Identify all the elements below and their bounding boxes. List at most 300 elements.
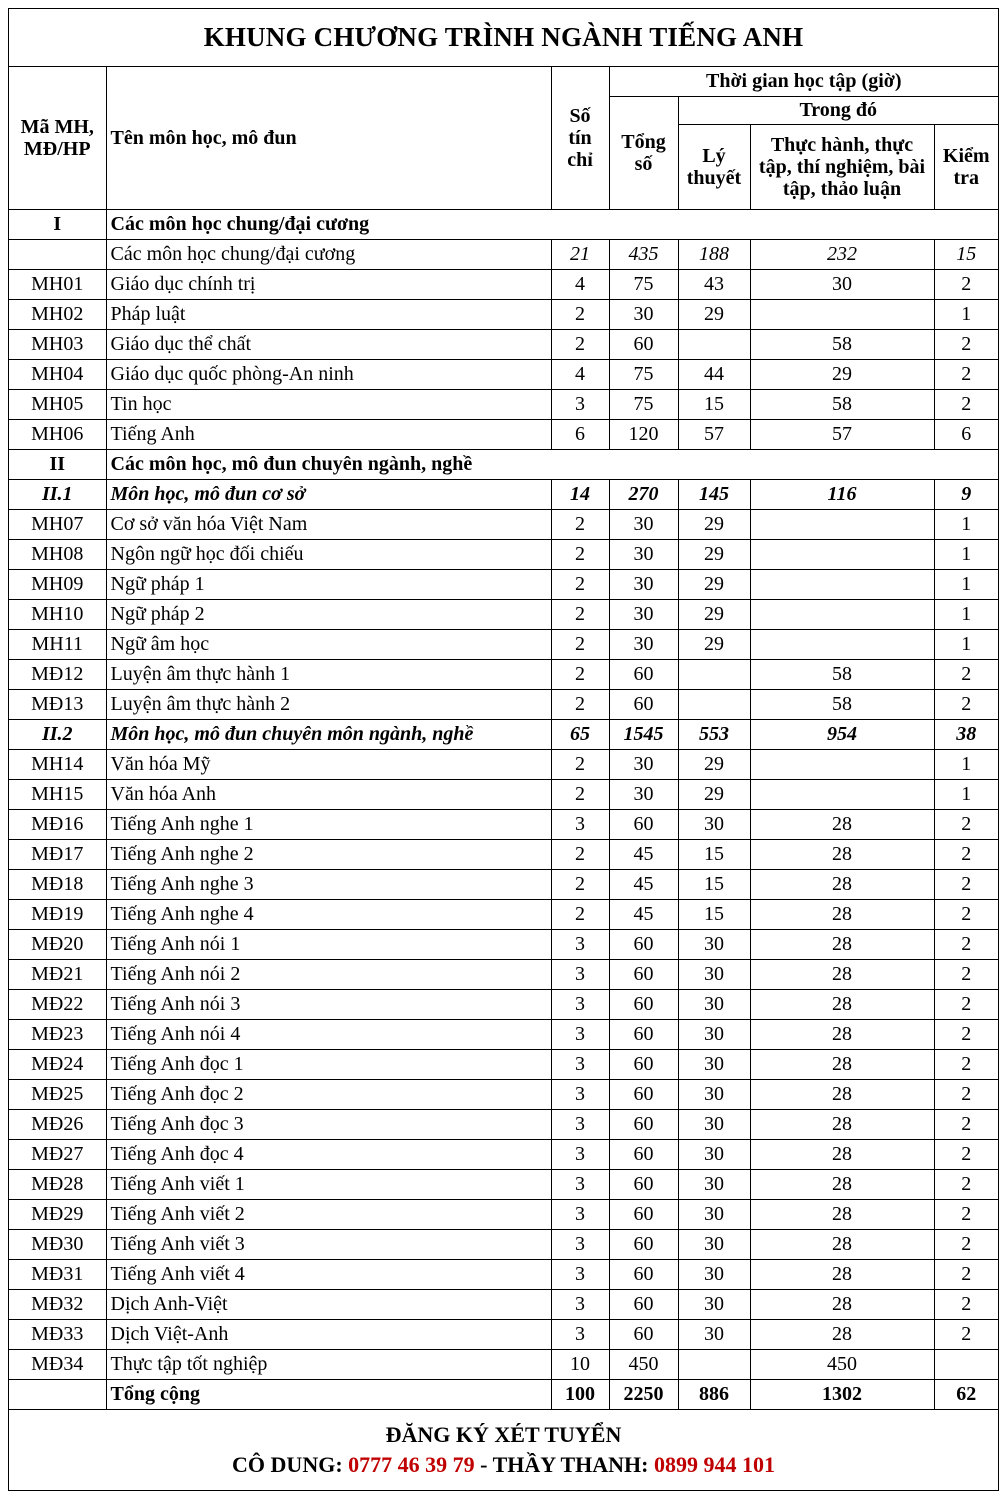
cell-practice: 28 xyxy=(750,929,934,959)
cell-exam: 2 xyxy=(934,989,998,1019)
cell-code: MĐ32 xyxy=(9,1289,106,1319)
cell-theory xyxy=(678,689,750,719)
cell-code: MĐ12 xyxy=(9,659,106,689)
cell-credits: 3 xyxy=(551,1169,609,1199)
cell-exam: 2 xyxy=(934,329,998,359)
cell-credits: 21 xyxy=(551,239,609,269)
cell-name: Tiếng Anh đọc 1 xyxy=(106,1049,551,1079)
table-row-item xyxy=(9,1109,998,1139)
cell-name: Tiếng Anh đọc 3 xyxy=(106,1109,551,1139)
table-row-item xyxy=(9,1169,998,1199)
cell-total: 30 xyxy=(609,779,678,809)
table-row-item xyxy=(9,839,998,869)
cell-exam: 1 xyxy=(934,599,998,629)
cell-theory: 30 xyxy=(678,1019,750,1049)
cell-theory: 29 xyxy=(678,749,750,779)
cell-practice: 116 xyxy=(750,479,934,509)
cell-exam: 9 xyxy=(934,479,998,509)
cell-code: MH10 xyxy=(9,599,106,629)
cell-exam: 2 xyxy=(934,389,998,419)
cell-exam: 2 xyxy=(934,929,998,959)
table-row-item xyxy=(9,299,998,329)
cell-code: MĐ34 xyxy=(9,1349,106,1379)
cell-total: 30 xyxy=(609,299,678,329)
cell-code: II xyxy=(9,449,106,479)
cell-theory: 29 xyxy=(678,779,750,809)
cell-exam: 1 xyxy=(934,749,998,779)
cell-code: MĐ13 xyxy=(9,689,106,719)
table-row-item xyxy=(9,389,998,419)
cell-name: Giáo dục chính trị xyxy=(106,269,551,299)
cell-name: Tiếng Anh nói 3 xyxy=(106,989,551,1019)
cell-credits: 3 xyxy=(551,929,609,959)
cell-code: MH11 xyxy=(9,629,106,659)
cell-total: 60 xyxy=(609,1289,678,1319)
cell-code: MH01 xyxy=(9,269,106,299)
cell-name: Tiếng Anh nghe 1 xyxy=(106,809,551,839)
cell-exam: 2 xyxy=(934,1019,998,1049)
cell-name: Luyện âm thực hành 2 xyxy=(106,689,551,719)
cell-name: Ngữ pháp 1 xyxy=(106,569,551,599)
cell-name: Văn hóa Anh xyxy=(106,779,551,809)
header-time-group: Thời gian học tập (giờ) xyxy=(609,67,998,96)
cell-total: 60 xyxy=(609,959,678,989)
cell-theory: 30 xyxy=(678,1289,750,1319)
table-row-item xyxy=(9,689,998,719)
cell-code: MH14 xyxy=(9,749,106,779)
header-code: Mã MH, MĐ/HP xyxy=(9,67,106,209)
cell-theory: 145 xyxy=(678,479,750,509)
cell-exam: 6 xyxy=(934,419,998,449)
cell-practice: 28 xyxy=(750,869,934,899)
cell-code: MH07 xyxy=(9,509,106,539)
cell-theory: 29 xyxy=(678,539,750,569)
cell-theory: 15 xyxy=(678,839,750,869)
cell-code: MĐ22 xyxy=(9,989,106,1019)
cell-practice: 58 xyxy=(750,389,934,419)
cell-total: 75 xyxy=(609,359,678,389)
cell-theory: 15 xyxy=(678,899,750,929)
curriculum-sheet xyxy=(8,8,999,1491)
cell-theory: 30 xyxy=(678,1229,750,1259)
cell-credits: 3 xyxy=(551,1199,609,1229)
cell-theory: 30 xyxy=(678,1139,750,1169)
table-row-item xyxy=(9,1049,998,1079)
cell-total: 1545 xyxy=(609,719,678,749)
cell-total: 30 xyxy=(609,749,678,779)
cell-exam: 2 xyxy=(934,1139,998,1169)
cell-practice: 28 xyxy=(750,1319,934,1349)
cell-total: 30 xyxy=(609,509,678,539)
cell-name: Giáo dục quốc phòng-An ninh xyxy=(106,359,551,389)
cell-code: II.1 xyxy=(9,479,106,509)
cell-credits: 2 xyxy=(551,749,609,779)
cell-theory: 886 xyxy=(678,1379,750,1409)
cell-total: 75 xyxy=(609,269,678,299)
cell-practice: 28 xyxy=(750,1079,934,1109)
cell-code: MH06 xyxy=(9,419,106,449)
cell-credits: 3 xyxy=(551,1019,609,1049)
cell-credits: 3 xyxy=(551,989,609,1019)
cell-theory xyxy=(678,659,750,689)
cell-theory: 30 xyxy=(678,1049,750,1079)
page-title: KHUNG CHƯƠNG TRÌNH NGÀNH TIẾNG ANH xyxy=(9,9,998,67)
cell-total: 60 xyxy=(609,1319,678,1349)
cell-theory: 30 xyxy=(678,929,750,959)
table-row-subsection xyxy=(9,719,998,749)
table-row-item xyxy=(9,1229,998,1259)
cell-code: MĐ31 xyxy=(9,1259,106,1289)
cell-name: Tiếng Anh nói 2 xyxy=(106,959,551,989)
cell-name: Tiếng Anh nói 4 xyxy=(106,1019,551,1049)
cell-practice xyxy=(750,569,934,599)
curriculum-table xyxy=(9,67,998,1410)
cell-theory: 553 xyxy=(678,719,750,749)
cell-practice: 28 xyxy=(750,989,934,1019)
cell-practice: 58 xyxy=(750,659,934,689)
cell-code: MĐ30 xyxy=(9,1229,106,1259)
cell-name: Dịch Việt-Anh xyxy=(106,1319,551,1349)
cell-theory: 30 xyxy=(678,1079,750,1109)
cell-credits: 2 xyxy=(551,569,609,599)
cell-practice xyxy=(750,779,934,809)
cell-total: 60 xyxy=(609,1049,678,1079)
table-row-item xyxy=(9,1349,998,1379)
cell-credits: 10 xyxy=(551,1349,609,1379)
table-row-item xyxy=(9,899,998,929)
cell-total: 120 xyxy=(609,419,678,449)
cell-total: 45 xyxy=(609,839,678,869)
cell-code: MH09 xyxy=(9,569,106,599)
table-row-item xyxy=(9,659,998,689)
table-row-item xyxy=(9,779,998,809)
cell-practice: 450 xyxy=(750,1349,934,1379)
cell-total: 30 xyxy=(609,629,678,659)
cell-credits: 65 xyxy=(551,719,609,749)
cell-total: 60 xyxy=(609,989,678,1019)
cell-credits: 3 xyxy=(551,809,609,839)
cell-total: 60 xyxy=(609,1109,678,1139)
cell-credits: 2 xyxy=(551,539,609,569)
header-total: Tổng số xyxy=(609,96,678,209)
cell-name: Ngữ âm học xyxy=(106,629,551,659)
cell-credits: 2 xyxy=(551,869,609,899)
cell-code: I xyxy=(9,209,106,239)
table-row-item xyxy=(9,569,998,599)
cell-name: Luyện âm thực hành 1 xyxy=(106,659,551,689)
cell-theory xyxy=(678,1349,750,1379)
contact1-phone[interactable]: 0777 46 39 79 xyxy=(348,1451,475,1477)
cell-theory: 30 xyxy=(678,1199,750,1229)
cell-code: MH04 xyxy=(9,359,106,389)
cell-theory: 30 xyxy=(678,1109,750,1139)
table-row-item xyxy=(9,1199,998,1229)
cell-code: MĐ25 xyxy=(9,1079,106,1109)
cell-practice: 28 xyxy=(750,1229,934,1259)
cell-total: 60 xyxy=(609,809,678,839)
cell-total: 450 xyxy=(609,1349,678,1379)
cell-name: Môn học, mô đun cơ sở xyxy=(106,479,551,509)
cell-theory: 57 xyxy=(678,419,750,449)
header-practice: Thực hành, thực tập, thí nghiệm, bài tập, thảo luận xyxy=(750,124,934,209)
table-row-item xyxy=(9,539,998,569)
cell-name: Tiếng Anh xyxy=(106,419,551,449)
cell-credits: 3 xyxy=(551,1259,609,1289)
cell-name: Tiếng Anh nói 1 xyxy=(106,929,551,959)
table-row-section xyxy=(9,209,998,239)
table-row-total xyxy=(9,1379,998,1409)
cell-theory: 15 xyxy=(678,389,750,419)
cell-code xyxy=(9,1379,106,1409)
cell-exam: 2 xyxy=(934,1199,998,1229)
cell-total: 60 xyxy=(609,689,678,719)
cell-exam: 2 xyxy=(934,359,998,389)
table-row-subsection xyxy=(9,479,998,509)
cell-exam: 1 xyxy=(934,569,998,599)
cell-code: MH05 xyxy=(9,389,106,419)
cell-name: Pháp luật xyxy=(106,299,551,329)
cell-theory xyxy=(678,329,750,359)
cell-exam: 15 xyxy=(934,239,998,269)
cell-practice: 28 xyxy=(750,959,934,989)
cell-total: 60 xyxy=(609,1169,678,1199)
cell-credits: 2 xyxy=(551,629,609,659)
table-row-item xyxy=(9,629,998,659)
cell-practice: 28 xyxy=(750,809,934,839)
cell-code: MĐ18 xyxy=(9,869,106,899)
cell-practice: 232 xyxy=(750,239,934,269)
cell-credits: 3 xyxy=(551,1319,609,1349)
cell-total: 30 xyxy=(609,599,678,629)
table-row-item xyxy=(9,509,998,539)
cell-code: MĐ19 xyxy=(9,899,106,929)
cell-code: MĐ17 xyxy=(9,839,106,869)
cell-practice: 1302 xyxy=(750,1379,934,1409)
cell-name: Các môn học chung/đại cương xyxy=(106,239,551,269)
cell-exam: 2 xyxy=(934,1319,998,1349)
cell-total: 30 xyxy=(609,569,678,599)
cell-name: Tiếng Anh viết 4 xyxy=(106,1259,551,1289)
cell-exam: 2 xyxy=(934,1049,998,1079)
cell-code: MH08 xyxy=(9,539,106,569)
cell-name: Giáo dục thể chất xyxy=(106,329,551,359)
cell-code: MĐ33 xyxy=(9,1319,106,1349)
cell-code: MĐ28 xyxy=(9,1169,106,1199)
cell-name: Tiếng Anh đọc 2 xyxy=(106,1079,551,1109)
cell-practice: 28 xyxy=(750,839,934,869)
cell-exam: 1 xyxy=(934,779,998,809)
cell-total: 60 xyxy=(609,1139,678,1169)
cell-credits: 3 xyxy=(551,959,609,989)
cell-code: MĐ20 xyxy=(9,929,106,959)
cell-exam xyxy=(934,1349,998,1379)
cell-total: 2250 xyxy=(609,1379,678,1409)
cell-theory: 44 xyxy=(678,359,750,389)
cell-name: Dịch Anh-Việt xyxy=(106,1289,551,1319)
cell-section-title: Các môn học chung/đại cương xyxy=(106,209,998,239)
cell-code xyxy=(9,239,106,269)
cell-total: 30 xyxy=(609,539,678,569)
cell-total: 60 xyxy=(609,1229,678,1259)
header-credits: Số tín chỉ xyxy=(551,67,609,209)
cell-exam: 2 xyxy=(934,1259,998,1289)
cell-theory: 30 xyxy=(678,809,750,839)
table-row-item xyxy=(9,359,998,389)
cell-theory: 29 xyxy=(678,629,750,659)
cell-theory: 30 xyxy=(678,1259,750,1289)
cell-practice xyxy=(750,749,934,779)
cell-credits: 3 xyxy=(551,1079,609,1109)
table-row-item xyxy=(9,869,998,899)
contact-line xyxy=(232,1450,775,1480)
cell-name: Thực tập tốt nghiệp xyxy=(106,1349,551,1379)
cell-section-title: Các môn học, mô đun chuyên ngành, nghề xyxy=(106,449,998,479)
cell-theory: 29 xyxy=(678,599,750,629)
cell-code: MĐ29 xyxy=(9,1199,106,1229)
cell-credits: 2 xyxy=(551,329,609,359)
cell-name: Tiếng Anh nghe 4 xyxy=(106,899,551,929)
cell-theory: 15 xyxy=(678,869,750,899)
cell-total: 60 xyxy=(609,1199,678,1229)
contact2-label: THẦY THANH: xyxy=(492,1451,654,1477)
cell-name: Tiếng Anh đọc 4 xyxy=(106,1139,551,1169)
header-theory: Lý thuyết xyxy=(678,124,750,209)
header-name: Tên môn học, mô đun xyxy=(106,67,551,209)
cell-name: Tiếng Anh viết 1 xyxy=(106,1169,551,1199)
table-row-item xyxy=(9,269,998,299)
cell-credits: 4 xyxy=(551,269,609,299)
cell-name: Tiếng Anh nghe 3 xyxy=(106,869,551,899)
cell-practice: 29 xyxy=(750,359,934,389)
cell-practice xyxy=(750,539,934,569)
cell-code: MĐ27 xyxy=(9,1139,106,1169)
cell-practice: 30 xyxy=(750,269,934,299)
table-row-item xyxy=(9,419,998,449)
cell-practice: 28 xyxy=(750,1139,934,1169)
cell-practice: 58 xyxy=(750,689,934,719)
cell-credits: 14 xyxy=(551,479,609,509)
table-row-item xyxy=(9,1289,998,1319)
cell-practice: 28 xyxy=(750,1289,934,1319)
cell-exam: 2 xyxy=(934,1289,998,1319)
cell-exam: 1 xyxy=(934,509,998,539)
cell-credits: 2 xyxy=(551,299,609,329)
cell-exam: 2 xyxy=(934,269,998,299)
table-row-item xyxy=(9,809,998,839)
cell-credits: 2 xyxy=(551,659,609,689)
cell-name: Ngữ pháp 2 xyxy=(106,599,551,629)
cell-credits: 2 xyxy=(551,779,609,809)
cell-exam: 2 xyxy=(934,959,998,989)
cell-theory: 43 xyxy=(678,269,750,299)
registration-heading: ĐĂNG KÝ XÉT TUYỂN xyxy=(385,1421,622,1447)
cell-exam: 2 xyxy=(934,809,998,839)
cell-theory: 29 xyxy=(678,509,750,539)
cell-exam: 2 xyxy=(934,1169,998,1199)
cell-name: Tiếng Anh viết 3 xyxy=(106,1229,551,1259)
table-body xyxy=(9,209,998,1409)
table-row-item xyxy=(9,1019,998,1049)
cell-total: 60 xyxy=(609,1079,678,1109)
cell-name: Tiếng Anh nghe 2 xyxy=(106,839,551,869)
cell-credits: 100 xyxy=(551,1379,609,1409)
cell-code: MĐ16 xyxy=(9,809,106,839)
registration-footer xyxy=(9,1410,998,1490)
cell-exam: 1 xyxy=(934,629,998,659)
cell-credits: 2 xyxy=(551,509,609,539)
table-row-item xyxy=(9,1079,998,1109)
table-row-item xyxy=(9,959,998,989)
table-row-section xyxy=(9,449,998,479)
cell-name: Môn học, mô đun chuyên môn ngành, nghề xyxy=(106,719,551,749)
cell-code: MĐ23 xyxy=(9,1019,106,1049)
cell-total: 45 xyxy=(609,899,678,929)
cell-credits: 2 xyxy=(551,689,609,719)
cell-credits: 2 xyxy=(551,839,609,869)
cell-credits: 3 xyxy=(551,1109,609,1139)
cell-exam: 1 xyxy=(934,299,998,329)
cell-credits: 3 xyxy=(551,1049,609,1079)
cell-practice: 28 xyxy=(750,1199,934,1229)
cell-practice: 28 xyxy=(750,1259,934,1289)
cell-practice: 28 xyxy=(750,1169,934,1199)
cell-total: 270 xyxy=(609,479,678,509)
cell-exam: 2 xyxy=(934,899,998,929)
cell-credits: 6 xyxy=(551,419,609,449)
cell-credits: 4 xyxy=(551,359,609,389)
cell-credits: 2 xyxy=(551,599,609,629)
cell-theory: 29 xyxy=(678,299,750,329)
cell-credits: 2 xyxy=(551,899,609,929)
table-row-summary xyxy=(9,239,998,269)
cell-exam: 2 xyxy=(934,659,998,689)
cell-exam: 2 xyxy=(934,1229,998,1259)
cell-theory: 30 xyxy=(678,1319,750,1349)
cell-practice: 28 xyxy=(750,1109,934,1139)
cell-practice xyxy=(750,509,934,539)
table-row-item xyxy=(9,1139,998,1169)
cell-total: 60 xyxy=(609,1019,678,1049)
cell-code: MH02 xyxy=(9,299,106,329)
cell-exam: 2 xyxy=(934,1109,998,1139)
cell-practice: 58 xyxy=(750,329,934,359)
cell-name: Tin học xyxy=(106,389,551,419)
contact2-phone[interactable]: 0899 944 101 xyxy=(653,1451,775,1477)
cell-name: Tổng cộng xyxy=(106,1379,551,1409)
cell-exam: 2 xyxy=(934,839,998,869)
cell-code: MĐ24 xyxy=(9,1049,106,1079)
cell-theory: 30 xyxy=(678,989,750,1019)
cell-name: Cơ sở văn hóa Việt Nam xyxy=(106,509,551,539)
cell-credits: 3 xyxy=(551,1229,609,1259)
contact-separator: - xyxy=(474,1451,493,1477)
cell-code: MH03 xyxy=(9,329,106,359)
table-row-item xyxy=(9,1259,998,1289)
cell-exam: 38 xyxy=(934,719,998,749)
cell-practice: 954 xyxy=(750,719,934,749)
cell-exam: 2 xyxy=(934,869,998,899)
cell-practice: 57 xyxy=(750,419,934,449)
cell-total: 45 xyxy=(609,869,678,899)
cell-total: 75 xyxy=(609,389,678,419)
cell-theory: 30 xyxy=(678,959,750,989)
table-row-item xyxy=(9,929,998,959)
cell-total: 60 xyxy=(609,659,678,689)
cell-name: Ngôn ngữ học đối chiếu xyxy=(106,539,551,569)
cell-total: 60 xyxy=(609,929,678,959)
table-row-item xyxy=(9,989,998,1019)
cell-total: 435 xyxy=(609,239,678,269)
